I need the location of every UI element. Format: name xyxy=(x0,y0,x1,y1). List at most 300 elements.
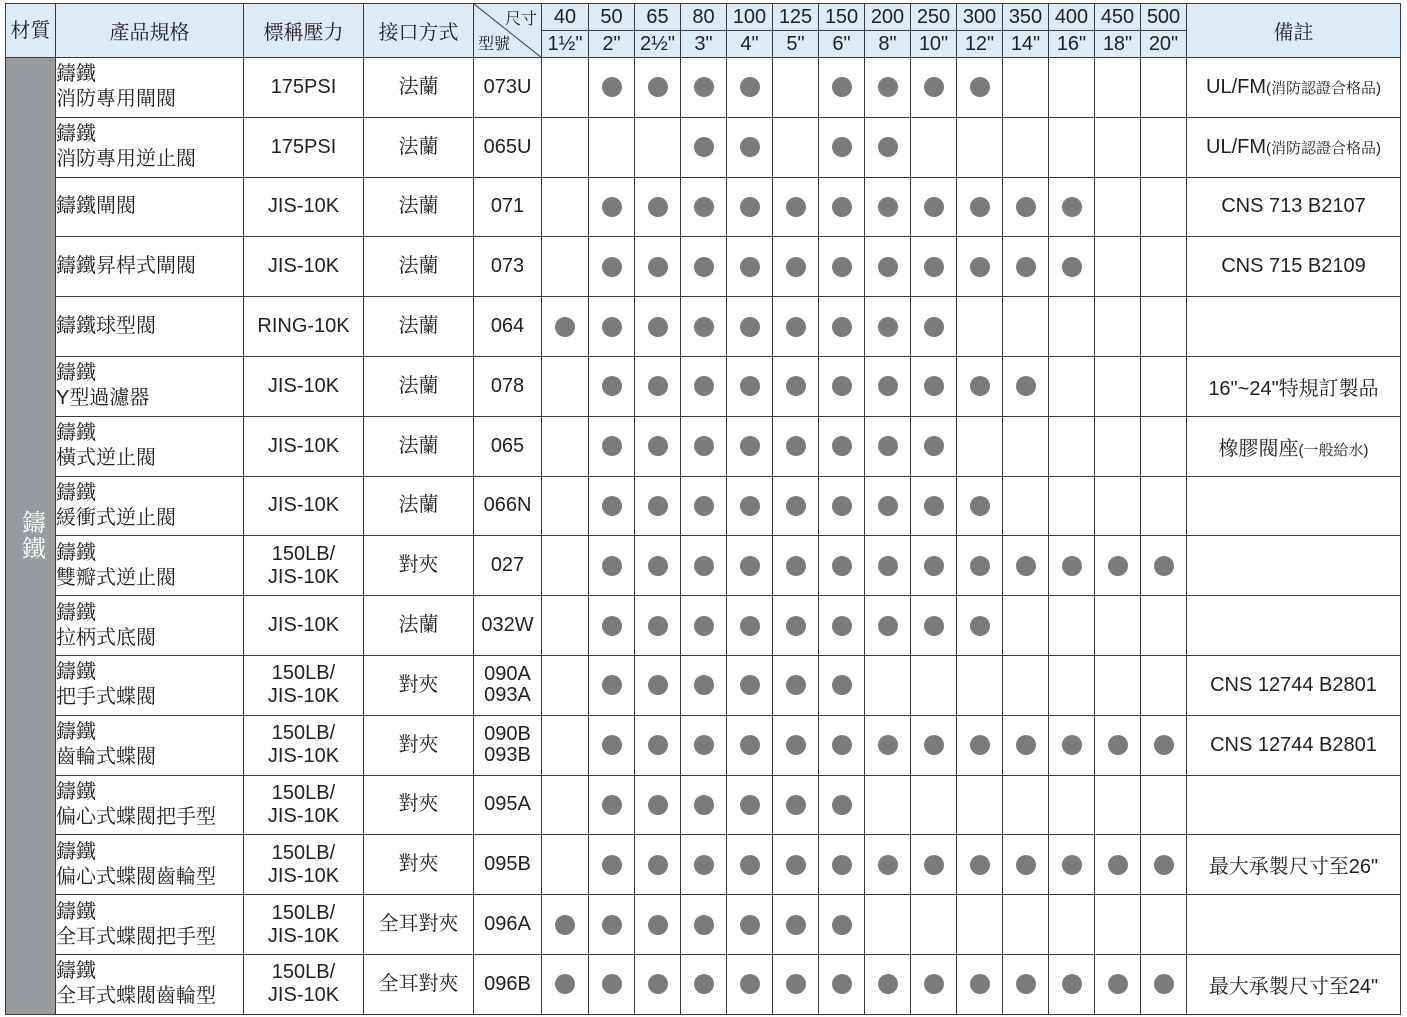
availability-dot xyxy=(924,974,944,994)
size-cell xyxy=(635,476,681,536)
size-cell xyxy=(635,237,681,297)
size-cell xyxy=(542,536,589,596)
note-text: 最大承製尺寸至26" xyxy=(1208,856,1379,879)
availability-dot xyxy=(648,317,668,337)
availability-dot xyxy=(878,496,898,516)
product-name-cell xyxy=(56,58,244,118)
availability-dot xyxy=(602,855,622,875)
size-cell xyxy=(865,117,911,177)
availability-dot xyxy=(786,616,806,636)
size-cell xyxy=(819,895,865,955)
availability-dot xyxy=(1062,197,1082,217)
size-cell xyxy=(681,895,727,955)
availability-dot xyxy=(786,675,806,695)
size-cell xyxy=(911,297,957,357)
size-inch-header: 1½" xyxy=(542,31,589,58)
size-cell xyxy=(635,297,681,357)
size-cell xyxy=(865,895,911,955)
availability-dot xyxy=(555,317,575,337)
availability-dot xyxy=(878,616,898,636)
availability-dot xyxy=(924,556,944,576)
table-row xyxy=(6,715,1401,775)
size-cell xyxy=(819,416,865,476)
size-cell xyxy=(773,596,819,656)
size-cell xyxy=(865,596,911,656)
availability-dot xyxy=(832,436,852,456)
model-cell xyxy=(474,715,542,775)
note-cell xyxy=(1187,416,1401,476)
size-cell xyxy=(1141,536,1187,596)
availability-dot xyxy=(694,77,714,97)
availability-dot xyxy=(832,77,852,97)
size-cell xyxy=(681,775,727,835)
size-inch-header: 20" xyxy=(1141,31,1187,58)
availability-dot xyxy=(648,436,668,456)
size-cell xyxy=(681,117,727,177)
product-name-cell xyxy=(56,895,244,955)
size-cell xyxy=(681,954,727,1014)
product-name-line: 鑄鐵閘閥 xyxy=(56,195,136,218)
product-name-line: 雙瓣式逆止閥 xyxy=(56,566,176,589)
availability-dot xyxy=(602,496,622,516)
availability-dot xyxy=(740,376,760,396)
pressure-cell xyxy=(244,536,364,596)
availability-dot xyxy=(648,915,668,935)
product-name-line: 鑄鐵 xyxy=(56,661,96,684)
size-cell xyxy=(635,596,681,656)
pressure-line: JIS-10K xyxy=(267,614,340,637)
availability-dot xyxy=(602,197,622,217)
size-cell xyxy=(542,655,589,715)
table-row xyxy=(6,536,1401,596)
size-cell xyxy=(1095,715,1141,775)
availability-dot xyxy=(786,496,806,516)
availability-dot xyxy=(740,735,760,755)
size-cell xyxy=(957,835,1003,895)
model-cell xyxy=(474,775,542,835)
size-inch-header: 4" xyxy=(727,31,773,58)
size-cell xyxy=(542,596,589,656)
size-cell xyxy=(1003,58,1049,118)
size-cell xyxy=(1049,297,1095,357)
size-cell xyxy=(1141,416,1187,476)
model-cell xyxy=(474,655,542,715)
size-inch-header: 16" xyxy=(1049,31,1095,58)
table-body xyxy=(6,58,1401,1015)
product-name-line: 鑄鐵 xyxy=(56,123,96,146)
table-row xyxy=(6,835,1401,895)
availability-dot xyxy=(1108,735,1128,755)
size-cell xyxy=(635,655,681,715)
availability-dot xyxy=(1016,376,1036,396)
pressure-line: JIS-10K xyxy=(267,984,340,1007)
availability-dot xyxy=(924,855,944,875)
availability-dot xyxy=(694,735,714,755)
table-row xyxy=(6,416,1401,476)
size-cell xyxy=(542,715,589,775)
material-header-label: 材質 xyxy=(10,19,51,42)
pressure-cell xyxy=(244,596,364,656)
model-line: 078 xyxy=(490,374,525,397)
availability-dot xyxy=(648,735,668,755)
model-line: 027 xyxy=(490,554,525,577)
size-cell xyxy=(865,775,911,835)
size-cell xyxy=(1141,58,1187,118)
availability-dot xyxy=(832,915,852,935)
availability-dot xyxy=(878,77,898,97)
size-cell xyxy=(727,775,773,835)
size-cell xyxy=(727,954,773,1014)
product-name-line: 偏心式蝶閥齒輪型 xyxy=(56,865,216,888)
size-mm-header: 125 xyxy=(773,4,819,31)
size-cell xyxy=(1049,536,1095,596)
size-cell xyxy=(957,297,1003,357)
model-line: 096B xyxy=(484,972,531,995)
availability-dot xyxy=(924,197,944,217)
connection-cell: 法蘭 xyxy=(364,356,474,416)
note-cell xyxy=(1187,58,1401,118)
availability-dot xyxy=(786,855,806,875)
size-cell xyxy=(911,536,957,596)
size-cell xyxy=(773,775,819,835)
size-cell xyxy=(589,416,635,476)
size-cell xyxy=(1003,237,1049,297)
product-name-line: 全耳式蝶閥把手型 xyxy=(56,925,216,948)
size-cell xyxy=(865,356,911,416)
availability-dot xyxy=(602,915,622,935)
note-cell xyxy=(1187,596,1401,656)
size-cell xyxy=(819,954,865,1014)
size-cell xyxy=(773,536,819,596)
note-cell xyxy=(1187,117,1401,177)
size-mm-header: 200 xyxy=(865,4,911,31)
size-cell xyxy=(727,536,773,596)
size-cell xyxy=(1095,954,1141,1014)
size-cell xyxy=(1141,954,1187,1014)
size-cell xyxy=(1095,237,1141,297)
availability-dot xyxy=(694,436,714,456)
model-line: 073 xyxy=(490,255,525,278)
model-line: 065 xyxy=(490,434,525,457)
availability-dot xyxy=(786,197,806,217)
size-cell xyxy=(1095,356,1141,416)
size-cell xyxy=(957,117,1003,177)
product-name-line: 鑄鐵 xyxy=(56,900,96,923)
size-cell xyxy=(542,58,589,118)
size-cell xyxy=(1049,835,1095,895)
availability-dot xyxy=(970,496,990,516)
size-cell xyxy=(911,356,957,416)
size-cell xyxy=(773,356,819,416)
size-cell xyxy=(635,536,681,596)
size-cell xyxy=(1003,954,1049,1014)
model-cell xyxy=(474,416,542,476)
pressure-line: JIS-10K xyxy=(267,565,340,588)
availability-dot xyxy=(648,795,668,815)
connection-cell: 全耳對夾 xyxy=(364,895,474,955)
size-cell xyxy=(773,177,819,237)
size-cell xyxy=(1003,117,1049,177)
size-inch-header: 2½" xyxy=(635,31,681,58)
availability-dot xyxy=(924,735,944,755)
model-cell xyxy=(474,297,542,357)
size-cell xyxy=(773,715,819,775)
availability-dot xyxy=(740,77,760,97)
pressure-cell xyxy=(244,58,364,118)
availability-dot xyxy=(832,974,852,994)
pressure-line: 150LB/ xyxy=(271,781,336,804)
note-cell xyxy=(1187,895,1401,955)
size-cell xyxy=(635,58,681,118)
pressure-line: 150LB/ xyxy=(271,961,336,984)
availability-dot xyxy=(602,317,622,337)
size-cell xyxy=(957,775,1003,835)
availability-dot xyxy=(740,436,760,456)
note-text: 16"~24"特規訂製品 xyxy=(1208,377,1379,400)
note-text: CNS 12744 B2801 xyxy=(1210,733,1377,756)
size-cell xyxy=(542,356,589,416)
model-cell xyxy=(474,356,542,416)
availability-dot xyxy=(694,974,714,994)
size-cell xyxy=(819,237,865,297)
size-cell xyxy=(773,655,819,715)
pressure-line: JIS-10K xyxy=(267,494,340,517)
connection-cell: 法蘭 xyxy=(364,596,474,656)
note-cell xyxy=(1187,775,1401,835)
product-name-cell xyxy=(56,775,244,835)
size-cell xyxy=(1095,416,1141,476)
availability-dot xyxy=(832,197,852,217)
table-row xyxy=(6,954,1401,1014)
note-cell xyxy=(1187,356,1401,416)
pressure-line: 150LB/ xyxy=(271,662,336,685)
product-name-line: 全耳式蝶閥齒輪型 xyxy=(56,985,216,1008)
availability-dot xyxy=(878,376,898,396)
size-cell xyxy=(1003,835,1049,895)
pressure-cell xyxy=(244,895,364,955)
size-cell xyxy=(1095,596,1141,656)
note-text: UL/FM xyxy=(1206,75,1266,98)
note-header: 備註 xyxy=(1187,4,1401,58)
model-line: 095B xyxy=(484,853,531,876)
model-cell xyxy=(474,237,542,297)
size-cell xyxy=(865,416,911,476)
availability-dot xyxy=(602,974,622,994)
availability-dot xyxy=(648,974,668,994)
note-cell xyxy=(1187,177,1401,237)
availability-dot xyxy=(648,257,668,277)
size-cell xyxy=(589,356,635,416)
size-cell xyxy=(1003,177,1049,237)
availability-dot xyxy=(1108,855,1128,875)
note-small-text: (一般給水) xyxy=(1298,441,1369,459)
pressure-line: JIS-10K xyxy=(267,745,340,768)
model-line: 093B xyxy=(484,744,531,767)
size-cell xyxy=(1049,177,1095,237)
model-cell xyxy=(474,596,542,656)
size-cell xyxy=(1141,655,1187,715)
size-cell xyxy=(911,655,957,715)
size-cell xyxy=(957,596,1003,656)
size-cell xyxy=(911,775,957,835)
availability-dot xyxy=(602,436,622,456)
size-cell xyxy=(542,416,589,476)
availability-dot xyxy=(970,855,990,875)
model-cell xyxy=(474,58,542,118)
product-name-cell xyxy=(56,117,244,177)
size-cell xyxy=(727,715,773,775)
size-cell xyxy=(865,536,911,596)
availability-dot xyxy=(694,257,714,277)
size-cell xyxy=(542,895,589,955)
availability-dot xyxy=(648,616,668,636)
availability-dot xyxy=(648,556,668,576)
availability-dot xyxy=(1062,855,1082,875)
pressure-cell xyxy=(244,476,364,536)
pressure-line: 150LB/ xyxy=(271,542,336,565)
availability-dot xyxy=(740,915,760,935)
size-cell xyxy=(773,895,819,955)
size-cell xyxy=(1095,476,1141,536)
availability-dot xyxy=(602,556,622,576)
product-name-cell xyxy=(56,596,244,656)
pressure-cell xyxy=(244,237,364,297)
pressure-line: JIS-10K xyxy=(267,864,340,887)
size-cell xyxy=(911,954,957,1014)
note-cell xyxy=(1187,476,1401,536)
size-cell xyxy=(819,356,865,416)
product-name-cell xyxy=(56,237,244,297)
size-cell xyxy=(1003,476,1049,536)
size-cell xyxy=(1003,775,1049,835)
size-cell xyxy=(865,58,911,118)
model-cell xyxy=(474,895,542,955)
availability-dot xyxy=(694,197,714,217)
product-name-line: 齒輪式蝶閥 xyxy=(56,746,156,769)
size-cell xyxy=(1095,536,1141,596)
note-text: 橡膠閥座 xyxy=(1218,437,1299,460)
size-cell xyxy=(957,715,1003,775)
size-cell xyxy=(819,177,865,237)
size-cell xyxy=(635,954,681,1014)
product-name-cell xyxy=(56,536,244,596)
model-line: 073U xyxy=(483,75,532,98)
table-row xyxy=(6,58,1401,118)
availability-dot xyxy=(970,974,990,994)
availability-dot xyxy=(832,795,852,815)
note-cell xyxy=(1187,297,1401,357)
size-mm-header: 150 xyxy=(819,4,865,31)
size-model-header xyxy=(474,4,542,58)
size-cell xyxy=(1003,356,1049,416)
size-cell xyxy=(1141,356,1187,416)
availability-dot xyxy=(694,915,714,935)
size-cell xyxy=(1049,775,1095,835)
size-cell xyxy=(1095,297,1141,357)
size-cell xyxy=(727,895,773,955)
size-cell xyxy=(957,356,1003,416)
size-cell xyxy=(542,835,589,895)
size-cell xyxy=(589,58,635,118)
availability-dot xyxy=(740,616,760,636)
size-inch-header: 14" xyxy=(1003,31,1049,58)
size-cell xyxy=(542,476,589,536)
availability-dot xyxy=(878,974,898,994)
product-name-line: 鑄鐵 xyxy=(56,960,96,983)
model-cell xyxy=(474,476,542,536)
pressure-cell xyxy=(244,954,364,1014)
availability-dot xyxy=(694,855,714,875)
availability-dot xyxy=(832,496,852,516)
connection-cell: 對夾 xyxy=(364,775,474,835)
pressure-cell xyxy=(244,655,364,715)
size-cell xyxy=(681,476,727,536)
pressure-cell xyxy=(244,177,364,237)
availability-dot xyxy=(1016,735,1036,755)
size-mm-header: 80 xyxy=(681,4,727,31)
size-cell xyxy=(727,237,773,297)
availability-dot xyxy=(694,616,714,636)
availability-dot xyxy=(878,257,898,277)
availability-dot xyxy=(648,855,668,875)
availability-dot xyxy=(832,317,852,337)
note-small-text: (消防認證合格品) xyxy=(1266,139,1381,157)
pressure-line: 175PSI xyxy=(270,135,337,158)
availability-dot xyxy=(924,77,944,97)
size-cell xyxy=(589,117,635,177)
availability-dot xyxy=(878,436,898,456)
pressure-cell xyxy=(244,835,364,895)
model-line: 090A xyxy=(484,663,531,686)
product-name-line: 鑄鐵 xyxy=(56,481,96,504)
size-cell xyxy=(1003,655,1049,715)
pressure-cell xyxy=(244,297,364,357)
availability-dot xyxy=(694,795,714,815)
size-cell xyxy=(819,715,865,775)
availability-dot xyxy=(878,137,898,157)
size-cell xyxy=(1095,835,1141,895)
size-cell xyxy=(1141,835,1187,895)
size-cell xyxy=(589,297,635,357)
product-name-cell xyxy=(56,416,244,476)
table-row xyxy=(6,117,1401,177)
material-header xyxy=(6,4,56,58)
size-cell xyxy=(727,117,773,177)
model-cell xyxy=(474,954,542,1014)
note-cell xyxy=(1187,237,1401,297)
size-cell xyxy=(819,117,865,177)
size-cell xyxy=(865,655,911,715)
availability-dot xyxy=(970,257,990,277)
size-cell xyxy=(911,58,957,118)
availability-dot xyxy=(694,376,714,396)
product-name-line: 鑄鐵 xyxy=(56,601,96,624)
size-cell xyxy=(589,536,635,596)
availability-dot xyxy=(878,735,898,755)
availability-dot xyxy=(924,257,944,277)
pressure-line: JIS-10K xyxy=(267,195,340,218)
availability-dot xyxy=(740,137,760,157)
size-cell xyxy=(1049,895,1095,955)
pressure-line: JIS-10K xyxy=(267,374,340,397)
availability-dot xyxy=(740,197,760,217)
size-cell xyxy=(911,895,957,955)
size-cell xyxy=(773,237,819,297)
product-name-cell xyxy=(56,356,244,416)
size-cell xyxy=(635,117,681,177)
availability-dot xyxy=(832,855,852,875)
size-mm-header: 250 xyxy=(911,4,957,31)
